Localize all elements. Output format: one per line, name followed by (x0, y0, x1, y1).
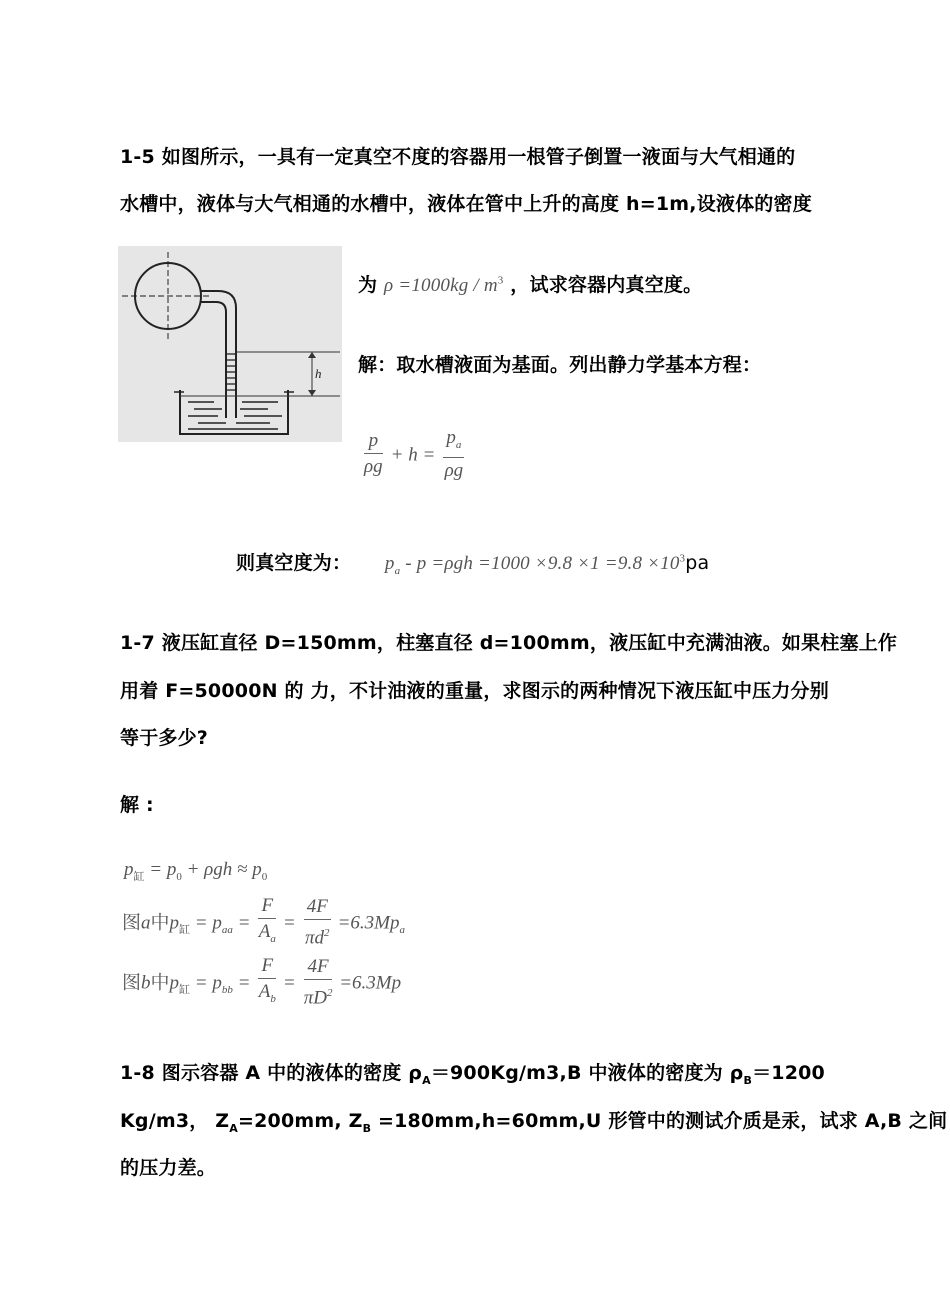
p15-line3-pre: 为 (358, 274, 378, 296)
statics-equation (362, 426, 466, 484)
p17-line1: 1-7 液压缸直径 D=150mm，柱塞直径 d=100mm，液压缸中充满油液。如果柱塞上作 (120, 632, 898, 654)
eq1: $p_缸 = p_0 + \rho gh \approx p_0$ (124, 859, 268, 883)
p18-line3: 的压力差。 (120, 1157, 217, 1179)
p18-line2: Kg/m3， $Z_A=200mm$, $Z_B =180mm,h=60mm,U$ 形管中的测试介质是汞，试求 A,B 之间 (120, 1110, 948, 1135)
vacuum-pa: p (384, 553, 395, 574)
density-exp: 3 (497, 274, 504, 287)
p15-line3-post: ，试求容器内真空度。 (510, 274, 703, 296)
p17-line3: 等于多少? (120, 727, 209, 749)
manometer-figure (118, 246, 342, 442)
fraction-4f-over-piD2: $\frac{4F}{\pi D^2}$ (303, 955, 333, 1009)
vacuum-unit: pa (685, 552, 710, 574)
fraction-4f-over-pid2: $\frac{4F}{\pi d^2}$ (305, 895, 330, 949)
p17-solution: 解 : (120, 794, 154, 816)
vacuum-label: 则真空度为： (236, 552, 352, 574)
eq3: 图b中$p_缸 = p_{bb}$ = $\frac{F}{A_b}$ = $\frac{4F}{\pi D^2}$ =6.3Mp (122, 954, 401, 1012)
manometer-diagram (118, 246, 342, 442)
eq2: 图a中$p_缸 = p_{aa}$ = $\frac{F}{A_a}$ = $\frac{4F}{\pi d^2}$ $=6.3Mp_a$ (122, 894, 405, 952)
plus-h: + h = (390, 444, 436, 466)
p15-line3 (358, 270, 702, 297)
fraction-p-over-rhog: $\frac{p}{\rho g}$ (364, 430, 383, 478)
h-label: h (315, 366, 322, 381)
density-formula: ρ =1000kg / m (384, 275, 498, 296)
fraction-f-over-b: $\frac{F}{A_b}$ (258, 955, 276, 1005)
p15-line1: 1-5 如图所示，一具有一定真空不度的容器用一根管子倒置一液面与大气相通的 (120, 146, 796, 168)
p15-solution: 解：取水槽液面为基面。列出静力学基本方程： (358, 354, 762, 376)
p15-line2: 水槽中，液体与大气相通的水槽中，液体在管中上升的高度 h=1m,设液体的密度 (120, 193, 812, 215)
p17-line2: 用着 F=50000N 的 力，不计油液的重量，求图示的两种情况下液压缸中压力分别 (120, 680, 829, 702)
vacuum-line: 则真空度为： $p_a - p =\rho gh =1000 \times 9.8 \times 1 =9.8 \times 10^3pa$ (236, 552, 710, 577)
fraction-pa-over-rhog: $\frac{p_a}{\rho g}$ (444, 427, 464, 481)
vacuum-formula: - p =ρgh =1000 ×9.8 ×1 =9.8 ×10 (400, 553, 680, 574)
fraction-f-over-a: $\frac{F}{A_a}$ (258, 895, 276, 945)
p18-line1: 1-8 图示容器 A 中的液体的密度 $\rho_A=900Kg/m3,B$ 中液体的密度为 $\rho_B=1200$ (120, 1062, 825, 1087)
